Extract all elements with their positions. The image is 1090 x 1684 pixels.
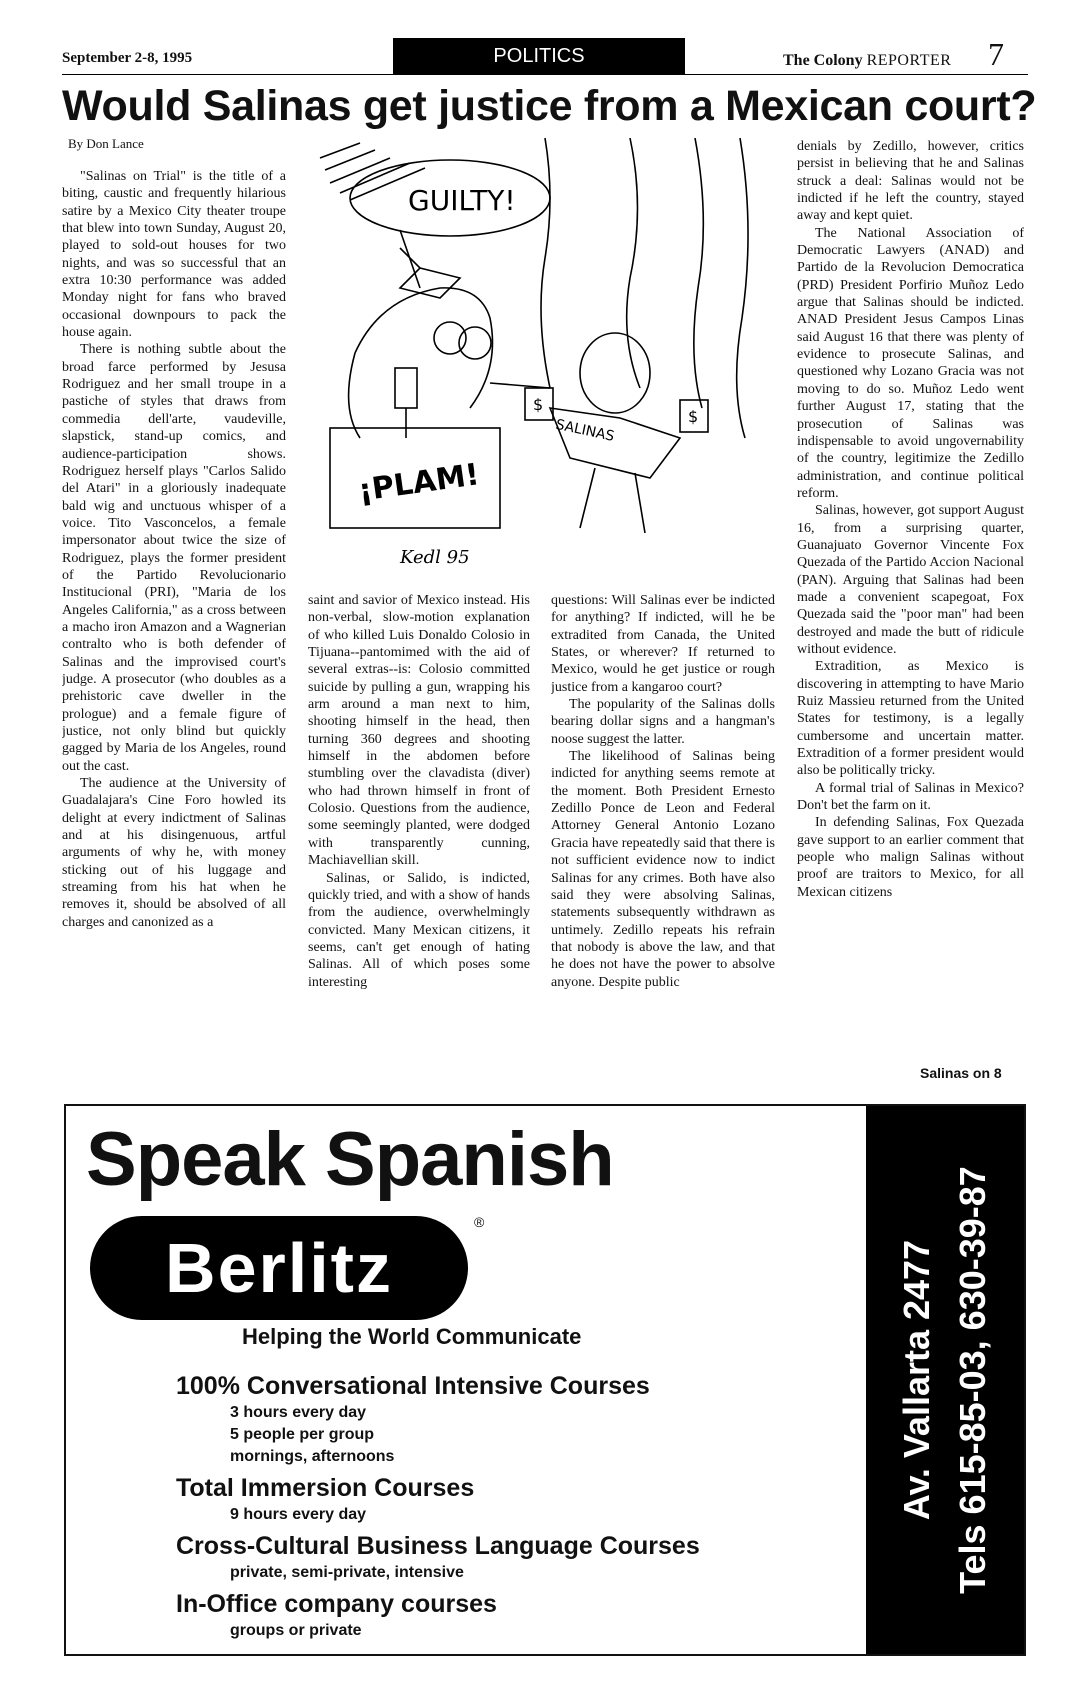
paragraph: The likelihood of Salinas being indicted for anything seems remote at the moment. Both President Ernesto Zedillo Ponce de Leon and Federal Attorney General Antonio Lozano Gracia have repeatedly said that there is not sufficient evidence now to indict Salinas for any crimes. Both have also said they were absolving Salinas, statements subsequently withdrawn as untimely. Zedillo repeats his refrain that nobody is above the law, and that he does not have the power to absolve anyone. Despite public bbox=[551, 749, 775, 990]
article-column-2 bbox=[308, 592, 530, 1084]
course-detail: mornings, afternoons bbox=[230, 1448, 395, 1465]
header-rule bbox=[62, 74, 1028, 75]
course-name: Total Immersion Courses bbox=[176, 1474, 475, 1502]
cartoon-signature: Kedl 95 bbox=[400, 547, 470, 568]
paragraph: Extradition, as Mexico is discovering in attempting to have Mario Ruiz Massieu returned from the United States for testimony, is a legally cumbersome and uncertain matter. Extradition of a former president would also be politically tricky. bbox=[797, 659, 1024, 779]
ad-address: Av. Vallarta 2477 bbox=[896, 1239, 937, 1521]
ad-contact-panel bbox=[866, 1106, 1024, 1654]
ad-title: Speak Spanish bbox=[86, 1117, 614, 1202]
paragraph: The National Association of Democratic Lawyers (ANAD) and Partido de la Revolucion Democratica (PRD) President Porfirio Muñoz Ledo argue that Salinas should be indicted. ANAD President Jesus Campos Linas said August 16 that there was plenty of evidence to prosecute Salinas, and questioned why Lozano Gracia was not moving to do so. Muñoz Ledo went further August 17, stating that the prosecution of Salinas was indispensable to avoid ungovernability of the country, legitimize the Zedillo administration, and continue political reform. bbox=[797, 225, 1024, 501]
course-list bbox=[176, 1366, 700, 1642]
paper-name bbox=[783, 52, 951, 70]
course-detail: private, semi-private, intensive bbox=[230, 1564, 464, 1581]
paragraph: Salinas, or Salido, is indicted, quickly tried, and with a show of hands from the audience, overwhelmingly convicted. Many Mexican citizens, it seems, can't get enough of hating Salinas. All of which poses some interesting bbox=[308, 870, 530, 990]
cartoon-bench-sign: ¡PLAM! bbox=[356, 457, 482, 509]
paragraph: In defending Salinas, Fox Quezada gave support to an earlier comment that people who malign Salinas without proof are traitors to Mexico, for all Mexican citizens bbox=[797, 815, 1024, 900]
paragraph: Salinas, however, got support August 16, from a surprising quarter, Guanajuato Governor Vincente Fox Quezada of the Partido Accion Nacional (PAN). Arguing that Salinas had been made a convenient scapegoat, Fox Quezada said the "poor man" had been destroyed and made the butt of ridicule without evidence. bbox=[797, 503, 1024, 657]
article-column-1 bbox=[62, 168, 286, 1084]
continued-on-label: Salinas on 8 bbox=[920, 1065, 1002, 1081]
cartoon-speech: GUILTY! bbox=[408, 184, 516, 217]
cartoon-dollar-left: $ bbox=[533, 395, 544, 414]
paragraph: The audience at the University of Guadalajara's Cine Foro howled its delight at every indictment of Salinas and at his disingenuous, artful arguments of why he, with money sticking out of his luggage and streaming from his hat when he removes it, should be absolved of all charges and canonized as a bbox=[62, 776, 286, 930]
paragraph: questions: Will Salinas ever be indicted for anything? If indicted, will he be extradited from Canada, the United States, or wherever? If returned to Mexico, would he get justice or rough justice from a kangaroo court? bbox=[551, 593, 775, 695]
paragraph: denials by Zedillo, however, critics persist in believing that he and Salinas struck a deal: Salinas would not be indicted if he left the country, stayed away and kept quiet. bbox=[797, 139, 1024, 224]
ad-tagline: Helping the World Communicate bbox=[242, 1324, 582, 1349]
ad-contact-text bbox=[889, 1106, 1001, 1654]
course-detail: 5 people per group bbox=[230, 1426, 375, 1443]
paragraph: There is nothing subtle about the broad farce performed by Jesusa Rodriguez and her small troupe in a pastiche of styles that draws from commedia dell'arte, vaudeville, slapstick, stand-up comics, and audience-participation shows. Rodriguez herself plays "Carlos Salido del Atari" in a gloriously inadequate bald wig and unctuous whisper of a voice. Tito Vasconcelos, a female impersonator about twice the size of Rodriguez, plays the former president of the Partido Revolucionario Institucional (PRI), "Maria de los Angeles California," as a cross between a macho iron Amazon and a Wagnerian contralto who is both defender of Salinas and the improvised court's judge. A prosecutor (who doubles as a prehistoric cave dweller in the prologue) and a female figure of justice, not only blind but quickly gagged by Maria de los Angeles, round out the cast. bbox=[62, 342, 286, 774]
paragraph: A formal trial of Salinas in Mexico? Don't bet the farm on it. bbox=[797, 780, 1024, 814]
paragraph: The popularity of the Salinas dolls bearing dollar signs and a hangman's noose suggest the latter. bbox=[551, 697, 775, 747]
course-name: 100% Conversational Intensive Courses bbox=[176, 1372, 650, 1400]
paragraph: "Salinas on Trial" is the title of a biting, caustic and frequently hilarious satire by a Mexico City theater troupe that blew into town Sunday, August 20, played to sold-out houses for two nights, and was so successful that an extra 10:30 performance was added Monday night for fans who braved occasional downpours to pack the house again. bbox=[62, 169, 286, 341]
course-detail: groups or private bbox=[230, 1622, 362, 1639]
paper-name-colony: The Colony bbox=[783, 52, 863, 69]
article-column-4 bbox=[797, 138, 1024, 1084]
paragraph: saint and savior of Mexico instead. His non-verbal, slow-motion explanation of who killed Luis Donaldo Colosio in Tijuana--pantomimed with the aid of several extras--is: Colosio committed suicide by pulling a gun, wrapping his arm around a man next to him, shooting himself in the head, then turning 360 degrees and shooting himself in the abdomen before stumbling over the clavadista (diver) who had thrown himself in front of Colosio. Questions from the audience, some seemingly planted, were dodged with transparently cunning, Machiavellian skill. bbox=[308, 593, 530, 869]
berlitz-logo: Berlitz bbox=[90, 1216, 468, 1320]
course-name: Cross-Cultural Business Language Courses bbox=[176, 1532, 700, 1560]
cartoon-puppet-label: SALINAS bbox=[554, 416, 616, 445]
cartoon-drawing bbox=[300, 138, 786, 582]
course-name: In-Office company courses bbox=[176, 1590, 497, 1618]
issue-date: September 2-8, 1995 bbox=[62, 50, 193, 66]
byline: By Don Lance bbox=[68, 136, 144, 151]
paper-name-reporter: REPORTER bbox=[866, 52, 952, 69]
article-column-3 bbox=[551, 592, 775, 1084]
course-detail: 9 hours every day bbox=[230, 1506, 367, 1523]
berlitz-advertisement bbox=[64, 1104, 1026, 1656]
cartoon-dollar-right: $ bbox=[688, 407, 699, 426]
page-number: 7 bbox=[988, 36, 1004, 72]
ad-phones: Tels 615-85-03, 630-39-87 bbox=[952, 1166, 993, 1594]
registered-mark: ® bbox=[474, 1214, 485, 1230]
editorial-cartoon bbox=[300, 138, 786, 582]
headline: Would Salinas get justice from a Mexican court? bbox=[62, 82, 1037, 130]
section-label: POLITICS bbox=[393, 38, 685, 74]
course-detail: 3 hours every day bbox=[230, 1404, 367, 1421]
